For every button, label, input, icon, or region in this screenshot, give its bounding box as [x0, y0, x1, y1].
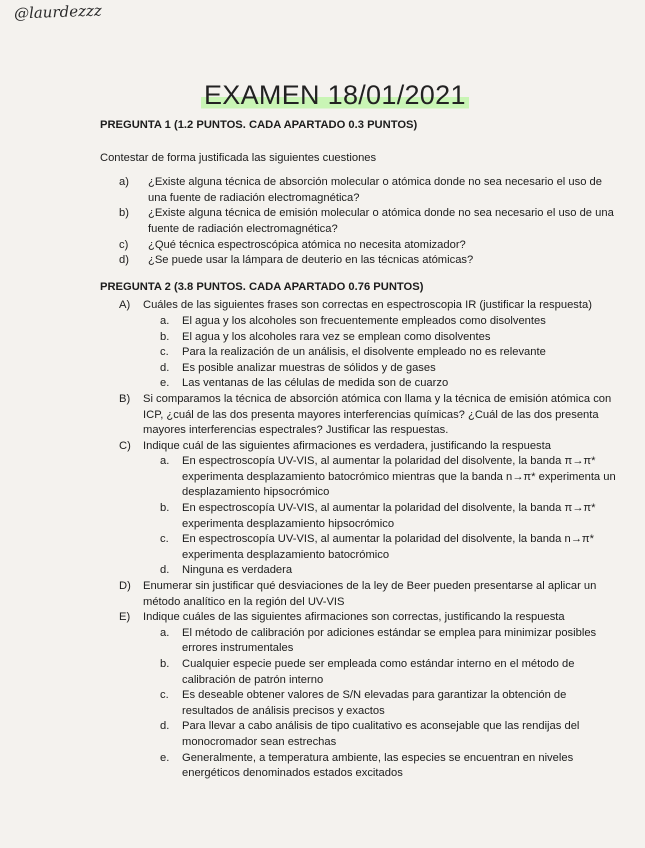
option-text: Es deseable obtener valores de S/N elevadas para garantizar la obtención de resultados de análisis precisos y exactos	[182, 689, 567, 717]
option-text: Generalmente, a temperatura ambiente, las especies se encuentran en niveles energéticos denominados estados excitados	[182, 751, 574, 780]
option-a	[100, 454, 620, 501]
item-marker: b)	[119, 207, 129, 220]
item-text: ¿Se puede usar la lámpara de deuterio en las técnicas atómicas?	[148, 254, 474, 267]
question-1-heading: PREGUNTA 1 (1.2 PUNTOS. CADA APARTADO 0.3 PUNTOS)	[100, 119, 418, 131]
option-marker: c.	[160, 533, 169, 546]
option-marker: d.	[160, 720, 170, 733]
option-marker: b.	[160, 658, 170, 670]
item-marker: d)	[119, 254, 129, 267]
option-d	[100, 719, 620, 750]
part-marker: D)	[119, 580, 131, 593]
item-text: ¿Qué técnica espectroscópica atómica no necesita atomizador?	[148, 238, 466, 251]
part-text: Indique cuáles de las siguientes afirmaciones son correctas, justificando la respuesta	[143, 611, 565, 624]
item-text: ¿Existe alguna técnica de emisión molecular o atómica donde no sea necesario el uso de una fuente de radiación electromagnética?	[148, 207, 614, 235]
option-text: El agua y los alcoholes rara vez se emplean como disolventes	[182, 330, 491, 343]
question-1-item-a	[100, 175, 620, 206]
question-1-item-d	[100, 253, 620, 269]
option-marker: b.	[160, 502, 170, 515]
item-marker: c)	[119, 238, 129, 251]
exam-content	[100, 118, 620, 782]
option-marker: a.	[160, 314, 170, 327]
option-text: Para llevar a cabo análisis de tipo cualitativo es aconsejable que las rendijas del monocromador sean estrechas	[182, 720, 580, 748]
option-c	[100, 532, 620, 563]
option-marker: e.	[160, 377, 170, 390]
part-text: Si comparamos la técnica de absorción atómica con llama y la técnica de emisión atómica con ICP, ¿cuál de las dos presenta mayores interferencias químicas? ¿Cuál de las dos presenta mayores interferencias espectrales? Justificar las respuestas.	[143, 392, 612, 437]
option-text: El agua y los alcoholes son frecuentemente empleados como disolventes	[182, 314, 546, 327]
option-marker: d.	[160, 361, 170, 374]
question-1-item-b	[100, 206, 620, 237]
question-2-heading: PREGUNTA 2 (3.8 PUNTOS. CADA APARTADO 0.76 PUNTOS)	[100, 280, 424, 293]
option-text: En espectroscopía UV-VIS, al aumentar la polaridad del disolvente, la banda n→π* experimenta desplazamiento batocrómico	[182, 533, 594, 561]
option-marker: e.	[160, 751, 170, 764]
option-c	[100, 345, 620, 361]
option-text: Cualquier especie puede ser empleada como estándar interno en el método de calibración de patrón interno	[182, 658, 575, 686]
option-text: Es posible analizar muestras de sólidos y de gases	[182, 361, 436, 374]
question-2-part-e	[100, 610, 620, 626]
option-c	[100, 688, 620, 719]
option-text: En espectroscopía UV-VIS, al aumentar la polaridad del disolvente, la banda π→π* experimenta desplazamiento batocrómico mientras que la banda n→π* experimenta un desplazamiento hipsocrómico	[182, 455, 616, 499]
option-text: En espectroscopía UV-VIS, al aumentar la polaridad del disolvente, la banda π→π* experimenta desplazamiento hipsocrómico	[182, 502, 596, 530]
option-text: Ninguna es verdadera	[182, 564, 293, 577]
option-b	[100, 330, 620, 346]
part-marker: C)	[119, 439, 131, 452]
option-marker: c.	[160, 689, 169, 702]
option-d	[100, 361, 620, 377]
option-a	[100, 314, 620, 330]
question-2-part-c	[100, 439, 620, 455]
option-a	[100, 626, 620, 657]
option-b	[100, 657, 620, 688]
option-e	[100, 376, 620, 392]
option-d	[100, 563, 620, 579]
item-marker: a)	[119, 176, 129, 189]
part-marker: E)	[119, 611, 131, 624]
question-2-part-a	[100, 298, 620, 314]
option-marker: a.	[160, 626, 170, 639]
part-text: Indique cuál de las siguientes afirmaciones es verdadera, justificando la respuesta	[143, 439, 551, 452]
part-marker: B)	[119, 392, 131, 405]
question-2-part-b	[100, 392, 620, 439]
question-1-item-c	[100, 238, 620, 254]
option-marker: a.	[160, 455, 170, 468]
option-text: El método de calibración por adiciones estándar se emplea para minimizar posibles errores instrumentales	[182, 626, 597, 655]
option-e	[100, 751, 620, 782]
part-text: Cuáles de las siguientes frases son correctas en espectroscopia IR (justificar la respuesta)	[143, 299, 592, 312]
option-marker: d.	[160, 564, 170, 577]
option-marker: b.	[160, 330, 170, 343]
part-text: Enumerar sin justificar qué desviaciones de la ley de Beer pueden presentarse al aplicar un método analítico en la región del UV-VIS	[143, 580, 597, 608]
option-text: Para la realización de un análisis, el disolvente empleado no es relevante	[182, 346, 546, 359]
option-b	[100, 501, 620, 532]
question-1-intro: Contestar de forma justificada las siguientes cuestiones	[100, 151, 377, 164]
exam-title: EXAMEN 18/01/2021	[201, 80, 469, 111]
item-text: ¿Existe alguna técnica de absorción molecular o atómica donde no sea necesario el uso de una fuente de radiación electromagnética?	[148, 176, 602, 204]
option-text: Las ventanas de las células de medida son de cuarzo	[182, 377, 449, 390]
part-marker: A)	[119, 299, 131, 312]
author-handle: @laurdezzz	[13, 1, 103, 23]
question-2-part-d	[100, 579, 620, 610]
option-marker: c.	[160, 346, 169, 359]
